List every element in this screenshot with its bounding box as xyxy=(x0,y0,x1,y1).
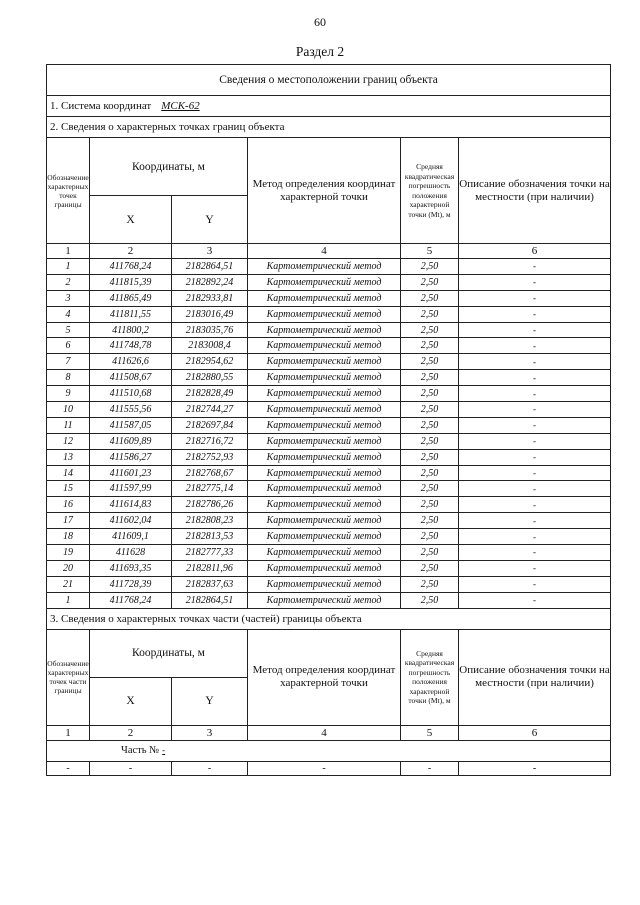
point-mean-error: 2,50 xyxy=(401,290,459,306)
point-x: 411614,83 xyxy=(90,497,172,513)
column-number: 5 xyxy=(401,244,459,259)
point-mean-error: 2,50 xyxy=(401,259,459,275)
point-number: 10 xyxy=(47,402,90,418)
point-x: 411587,05 xyxy=(90,417,172,433)
point-description: - xyxy=(459,529,611,545)
column-number: 1 xyxy=(47,244,90,259)
table-row xyxy=(47,513,611,529)
point-x: 411597,99 xyxy=(90,481,172,497)
point-x: 411748,78 xyxy=(90,338,172,354)
coordinate-system-row xyxy=(47,96,611,117)
point-number: 1 xyxy=(47,259,90,275)
point-method: Картометрический метод xyxy=(248,497,401,513)
point-x: 411626,6 xyxy=(90,354,172,370)
point-method: Картометрический метод xyxy=(248,274,401,290)
point-description: - xyxy=(459,433,611,449)
point-description: - xyxy=(459,402,611,418)
point-description: - xyxy=(459,449,611,465)
point-mean-error: 2,50 xyxy=(401,274,459,290)
table-row xyxy=(47,338,611,354)
point-description: - xyxy=(459,306,611,322)
table-row xyxy=(47,259,611,275)
point-method: Картометрический метод xyxy=(248,545,401,561)
point-mean-error: 2,50 xyxy=(401,513,459,529)
table-row xyxy=(47,433,611,449)
point-x: 411865,49 xyxy=(90,290,172,306)
point-mean-error: 2,50 xyxy=(401,481,459,497)
point-x: 411586,27 xyxy=(90,449,172,465)
table-row xyxy=(47,592,611,608)
point-method: Картометрический метод xyxy=(248,592,401,608)
point-x: 411800,2 xyxy=(90,322,172,338)
point-number: 16 xyxy=(47,497,90,513)
coordinate-system-value: МСК-62 xyxy=(161,100,200,112)
point-x: 411510,68 xyxy=(90,386,172,402)
header-mean-error: Средняя квадратическая погрешность положения характерной точки (Mt), м xyxy=(401,629,459,725)
point-mean-error: 2,50 xyxy=(401,545,459,561)
point-x: 411609,89 xyxy=(90,433,172,449)
header-method: Метод определения координат характерной точки xyxy=(248,138,401,244)
table-row xyxy=(47,402,611,418)
part-cell: - xyxy=(401,761,459,775)
point-method: Картометрический метод xyxy=(248,402,401,418)
section-3-title: 3. Сведения о характерных точках части (частей) границы объекта xyxy=(47,608,611,629)
point-number: 3 xyxy=(47,290,90,306)
part-cell: - xyxy=(459,761,611,775)
point-y: 2183008,4 xyxy=(172,338,248,354)
point-method: Картометрический метод xyxy=(248,433,401,449)
point-y: 2182752,93 xyxy=(172,449,248,465)
point-description: - xyxy=(459,274,611,290)
point-x: 411728,39 xyxy=(90,576,172,592)
header-y: Y xyxy=(172,677,248,725)
point-method: Картометрический метод xyxy=(248,322,401,338)
point-method: Картометрический метод xyxy=(248,560,401,576)
point-number: 17 xyxy=(47,513,90,529)
header-description: Описание обозначения точки на местности (при наличии) xyxy=(459,138,611,244)
point-y: 2182768,67 xyxy=(172,465,248,481)
table-row xyxy=(47,449,611,465)
point-method: Картометрический метод xyxy=(248,338,401,354)
point-description: - xyxy=(459,513,611,529)
point-y: 2182954,62 xyxy=(172,354,248,370)
column-number: 3 xyxy=(172,244,248,259)
table-row xyxy=(47,497,611,513)
point-number: 13 xyxy=(47,449,90,465)
point-mean-error: 2,50 xyxy=(401,306,459,322)
point-description: - xyxy=(459,354,611,370)
point-description: - xyxy=(459,417,611,433)
header-y: Y xyxy=(172,196,248,244)
point-y: 2182716,72 xyxy=(172,433,248,449)
point-method: Картометрический метод xyxy=(248,513,401,529)
point-y: 2182777,33 xyxy=(172,545,248,561)
point-method: Картометрический метод xyxy=(248,449,401,465)
point-number: 12 xyxy=(47,433,90,449)
part-number-value: - xyxy=(162,745,166,756)
point-mean-error: 2,50 xyxy=(401,354,459,370)
point-mean-error: 2,50 xyxy=(401,592,459,608)
table-banner: Сведения о местоположении границ объекта xyxy=(47,65,611,96)
header-x: X xyxy=(90,677,172,725)
boundary-table xyxy=(46,64,611,776)
point-number: 4 xyxy=(47,306,90,322)
part-points-row xyxy=(47,761,611,775)
point-mean-error: 2,50 xyxy=(401,402,459,418)
point-number: 5 xyxy=(47,322,90,338)
point-y: 2182864,51 xyxy=(172,259,248,275)
part-cell: - xyxy=(248,761,401,775)
table-row xyxy=(47,306,611,322)
point-number: 6 xyxy=(47,338,90,354)
table-row xyxy=(47,417,611,433)
table-row xyxy=(47,576,611,592)
point-description: - xyxy=(459,497,611,513)
header-mean-error: Средняя квадратическая погрешность положения характерной точки (Mt), м xyxy=(401,138,459,244)
point-mean-error: 2,50 xyxy=(401,386,459,402)
point-number: 1 xyxy=(47,592,90,608)
column-numbers-row xyxy=(47,244,611,259)
table-row xyxy=(47,529,611,545)
point-description: - xyxy=(459,481,611,497)
point-y: 2182837,63 xyxy=(172,576,248,592)
point-description: - xyxy=(459,370,611,386)
point-description: - xyxy=(459,338,611,354)
header-coordinates: Координаты, м xyxy=(90,629,248,677)
header-part-point-designation: Обозначение характерных точек части границы xyxy=(47,629,90,725)
table-row xyxy=(47,322,611,338)
column-number: 4 xyxy=(248,244,401,259)
column-number: 2 xyxy=(90,244,172,259)
point-mean-error: 2,50 xyxy=(401,417,459,433)
column-number: 4 xyxy=(248,725,401,740)
point-description: - xyxy=(459,386,611,402)
point-mean-error: 2,50 xyxy=(401,370,459,386)
point-y: 2182697,84 xyxy=(172,417,248,433)
column-numbers-row xyxy=(47,725,611,740)
point-mean-error: 2,50 xyxy=(401,322,459,338)
column-number: 2 xyxy=(90,725,172,740)
point-y: 2182786,26 xyxy=(172,497,248,513)
section-title: Раздел 2 xyxy=(295,44,345,59)
point-mean-error: 2,50 xyxy=(401,576,459,592)
point-x: 411601,23 xyxy=(90,465,172,481)
point-method: Картометрический метод xyxy=(248,417,401,433)
point-method: Картометрический метод xyxy=(248,259,401,275)
point-mean-error: 2,50 xyxy=(401,449,459,465)
header-point-designation: Обозначение характерных точек границы xyxy=(47,138,90,244)
point-y: 2182933,81 xyxy=(172,290,248,306)
point-method: Картометрический метод xyxy=(248,386,401,402)
point-number: 18 xyxy=(47,529,90,545)
point-mean-error: 2,50 xyxy=(401,560,459,576)
point-y: 2182892,24 xyxy=(172,274,248,290)
point-number: 15 xyxy=(47,481,90,497)
point-x: 411602,04 xyxy=(90,513,172,529)
point-y: 2183016,49 xyxy=(172,306,248,322)
point-description: - xyxy=(459,465,611,481)
point-number: 21 xyxy=(47,576,90,592)
column-number: 6 xyxy=(459,244,611,259)
part-cell: - xyxy=(90,761,172,775)
header-description: Описание обозначения точки на местности (при наличии) xyxy=(459,629,611,725)
point-mean-error: 2,50 xyxy=(401,338,459,354)
point-number: 2 xyxy=(47,274,90,290)
point-method: Картометрический метод xyxy=(248,576,401,592)
table-row xyxy=(47,465,611,481)
point-number: 20 xyxy=(47,560,90,576)
table-row xyxy=(47,481,611,497)
point-y: 2182828,49 xyxy=(172,386,248,402)
point-x: 411508,67 xyxy=(90,370,172,386)
point-number: 19 xyxy=(47,545,90,561)
point-y: 2183035,76 xyxy=(172,322,248,338)
point-method: Картометрический метод xyxy=(248,354,401,370)
table-row xyxy=(47,386,611,402)
header-method: Метод определения координат характерной точки xyxy=(248,629,401,725)
table-row xyxy=(47,290,611,306)
point-x: 411768,24 xyxy=(90,259,172,275)
point-method: Картометрический метод xyxy=(248,465,401,481)
point-method: Картометрический метод xyxy=(248,290,401,306)
point-x: 411815,39 xyxy=(90,274,172,290)
point-mean-error: 2,50 xyxy=(401,497,459,513)
point-y: 2182811,96 xyxy=(172,560,248,576)
header-x: X xyxy=(90,196,172,244)
point-y: 2182880,55 xyxy=(172,370,248,386)
point-method: Картометрический метод xyxy=(248,370,401,386)
point-x: 411555,56 xyxy=(90,402,172,418)
point-mean-error: 2,50 xyxy=(401,433,459,449)
point-number: 9 xyxy=(47,386,90,402)
table-row xyxy=(47,274,611,290)
point-y: 2182864,51 xyxy=(172,592,248,608)
point-method: Картометрический метод xyxy=(248,529,401,545)
point-description: - xyxy=(459,592,611,608)
point-x: 411811,55 xyxy=(90,306,172,322)
section-2-title: 2. Сведения о характерных точках границ объекта xyxy=(47,117,611,138)
table-row xyxy=(47,370,611,386)
point-y: 2182813,53 xyxy=(172,529,248,545)
point-number: 8 xyxy=(47,370,90,386)
point-number: 11 xyxy=(47,417,90,433)
column-number: 3 xyxy=(172,725,248,740)
point-description: - xyxy=(459,545,611,561)
point-mean-error: 2,50 xyxy=(401,529,459,545)
point-x: 411693,35 xyxy=(90,560,172,576)
column-number: 5 xyxy=(401,725,459,740)
point-mean-error: 2,50 xyxy=(401,465,459,481)
point-description: - xyxy=(459,576,611,592)
point-method: Картометрический метод xyxy=(248,306,401,322)
point-number: 14 xyxy=(47,465,90,481)
point-x: 411768,24 xyxy=(90,592,172,608)
column-number: 1 xyxy=(47,725,90,740)
point-description: - xyxy=(459,290,611,306)
column-number: 6 xyxy=(459,725,611,740)
part-cell: - xyxy=(172,761,248,775)
point-x: 411609,1 xyxy=(90,529,172,545)
point-method: Картометрический метод xyxy=(248,481,401,497)
part-number-row xyxy=(47,740,611,761)
point-description: - xyxy=(459,560,611,576)
point-number: 7 xyxy=(47,354,90,370)
coordinate-system-label: 1. Система координат xyxy=(50,100,152,112)
point-x: 411628 xyxy=(90,545,172,561)
point-y: 2182744,27 xyxy=(172,402,248,418)
table-row xyxy=(47,354,611,370)
table-row xyxy=(47,560,611,576)
point-y: 2182775,14 xyxy=(172,481,248,497)
page-number: 60 xyxy=(314,15,326,29)
table-row xyxy=(47,545,611,561)
part-number-label: Часть № xyxy=(121,745,160,757)
point-description: - xyxy=(459,259,611,275)
part-cell: - xyxy=(47,761,90,775)
point-y: 2182808,23 xyxy=(172,513,248,529)
header-coordinates: Координаты, м xyxy=(90,138,248,196)
point-description: - xyxy=(459,322,611,338)
